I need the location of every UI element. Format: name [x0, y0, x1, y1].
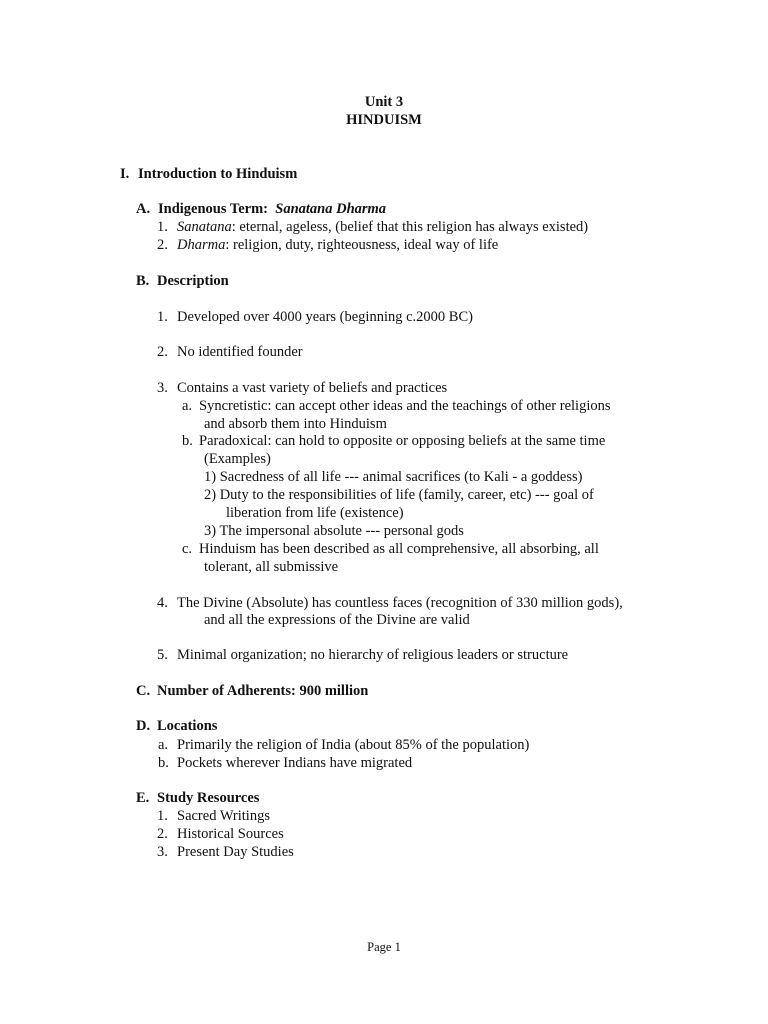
subsection-a-letter: A. — [136, 201, 151, 217]
b-item-3-num: 3. — [157, 380, 168, 396]
b3-a-line1: Syncretistic: can accept other ideas and the teachings of other religions — [199, 398, 611, 414]
b3-b-example-3: 3) The impersonal absolute --- personal gods — [204, 523, 464, 539]
subsection-b-letter: B. — [136, 273, 150, 289]
b3-b-example-1: 1) Sacredness of all life --- animal sacrifices (to Kali - a goddess) — [204, 469, 583, 485]
e-item-2: Historical Sources — [177, 826, 284, 842]
a-item-2 — [177, 236, 498, 254]
subsection-c-text: Number of Adherents: 900 million — [157, 683, 369, 699]
e-item-1-num: 1. — [157, 808, 168, 824]
unit-label: Unit 3 — [364, 94, 404, 110]
subsection-a-heading — [158, 200, 386, 218]
e-item-2-num: 2. — [157, 826, 168, 842]
d-item-a: Primarily the religion of India (about 85% of the population) — [177, 737, 530, 753]
subsection-a-label: Indigenous Term: — [158, 201, 268, 217]
b-item-1: Developed over 4000 years (beginning c.2000 BC) — [177, 309, 473, 325]
b3-b-example-2a: 2) Duty to the responsibilities of life (family, career, etc) --- goal of — [204, 487, 594, 503]
section-number: I. — [120, 166, 130, 182]
b-item-3: Contains a vast variety of beliefs and practices — [177, 380, 448, 396]
a-item-2-def: : religion, duty, righteousness, ideal way of life — [225, 237, 499, 253]
subsection-b-title: Description — [157, 273, 229, 289]
a-item-1-num: 1. — [157, 219, 168, 235]
subsection-e-title: Study Resources — [157, 790, 260, 806]
b3-c-line1: Hinduism has been described as all comprehensive, all absorbing, all — [199, 541, 599, 557]
b3-a-line2: and absorb them into Hinduism — [204, 416, 387, 432]
section-title: Introduction to Hinduism — [138, 166, 298, 182]
subsection-e-letter: E. — [136, 790, 150, 806]
b3-a-letter: a. — [182, 398, 193, 414]
a-item-2-num: 2. — [157, 237, 168, 253]
b-item-5-num: 5. — [157, 647, 168, 663]
b-item-4-line1: The Divine (Absolute) has countless faces (recognition of 330 million gods), — [177, 595, 623, 611]
a-item-1-term: Sanatana — [177, 219, 232, 235]
b3-b-line1: Paradoxical: can hold to opposite or opposing beliefs at the same time — [199, 433, 606, 449]
a-item-2-term: Dharma — [177, 237, 226, 253]
subsection-d-letter: D. — [136, 718, 151, 734]
a-item-1 — [177, 218, 588, 236]
b-item-5: Minimal organization; no hierarchy of religious leaders or structure — [177, 647, 569, 663]
d-item-b-letter: b. — [158, 755, 169, 771]
page-number: Page 1 — [367, 940, 401, 954]
subsection-c-letter: C. — [136, 683, 151, 699]
d-item-b: Pockets wherever Indians have migrated — [177, 755, 413, 771]
b3-b-line2: (Examples) — [204, 451, 271, 467]
e-item-1: Sacred Writings — [177, 808, 270, 824]
b3-c-line2: tolerant, all submissive — [204, 559, 339, 575]
b3-c-letter: c. — [182, 541, 193, 557]
b3-b-example-2b: liberation from life (existence) — [226, 505, 404, 521]
b-item-2-num: 2. — [157, 344, 168, 360]
d-item-a-letter: a. — [158, 737, 169, 753]
b-item-1-num: 1. — [157, 309, 168, 325]
e-item-3: Present Day Studies — [177, 844, 294, 860]
subsection-a-term: Sanatana Dharma — [275, 201, 387, 217]
b-item-4-line2: and all the expressions of the Divine are valid — [204, 612, 470, 628]
a-item-1-def: : eternal, ageless, (belief that this religion has always existed) — [231, 219, 589, 235]
b-item-2: No identified founder — [177, 344, 303, 360]
subsection-d-title: Locations — [157, 718, 218, 734]
page-title: HINDUISM — [346, 112, 422, 128]
b3-b-letter: b. — [182, 433, 193, 449]
b-item-4-num: 4. — [157, 595, 168, 611]
e-item-3-num: 3. — [157, 844, 168, 860]
